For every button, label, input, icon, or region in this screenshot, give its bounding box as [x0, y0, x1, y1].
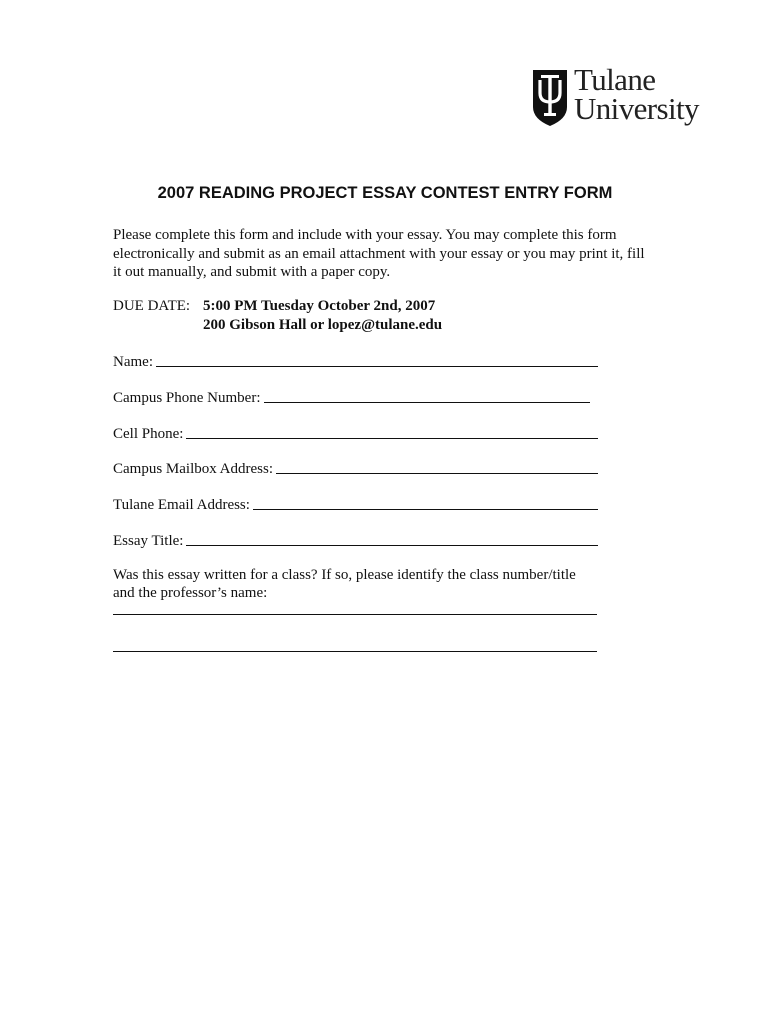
logo-wordmark [574, 62, 699, 126]
name-input-line[interactable] [156, 366, 598, 367]
due-date-label: DUE DATE: [113, 298, 191, 314]
campus-phone-field[interactable] [113, 387, 590, 407]
cell-phone-label: Cell Phone: [113, 426, 184, 442]
class-answer-line-1[interactable] [113, 614, 597, 615]
essay-title-label: Essay Title: [113, 533, 184, 549]
tulane-university-logo [532, 62, 712, 129]
essay-title-input-line[interactable] [186, 545, 598, 546]
email-input-line[interactable] [253, 509, 598, 510]
campus-phone-label: Campus Phone Number: [113, 390, 261, 406]
name-label: Name: [113, 354, 153, 370]
mailbox-field[interactable] [113, 458, 598, 478]
intro-paragraph: Please complete this form and include with your essay. You may complete this form electronically and submit as an email attachment with your essay or you may print it, fill it out manually, and submit with a paper copy. [113, 227, 645, 280]
due-date-value [203, 297, 442, 335]
due-time: 5:00 PM Tuesday October 2nd, 2007 [203, 298, 436, 314]
form-title: 2007 READING PROJECT ESSAY CONTEST ENTRY FORM [157, 184, 613, 202]
mailbox-input-line[interactable] [276, 473, 598, 474]
logo-line-1: Tulane [574, 62, 656, 97]
mailbox-label: Campus Mailbox Address: [113, 461, 273, 477]
class-answer-line-2[interactable] [113, 651, 597, 652]
class-question-line-2: and the professor’s name: [113, 585, 268, 601]
due-place: 200 Gibson Hall or lopez@tulane.edu [203, 317, 443, 333]
cell-phone-field[interactable] [113, 423, 598, 443]
tulane-shield-icon [532, 69, 568, 127]
campus-phone-input-line[interactable] [264, 402, 591, 403]
cell-phone-input-line[interactable] [186, 438, 598, 439]
logo-line-2: University [574, 91, 699, 126]
name-field[interactable] [113, 351, 598, 371]
email-field[interactable] [113, 494, 598, 514]
class-question-line-1: Was this essay written for a class? If so, please identify the class number/title [113, 567, 576, 583]
essay-title-field[interactable] [113, 530, 598, 550]
email-label: Tulane Email Address: [113, 497, 250, 513]
